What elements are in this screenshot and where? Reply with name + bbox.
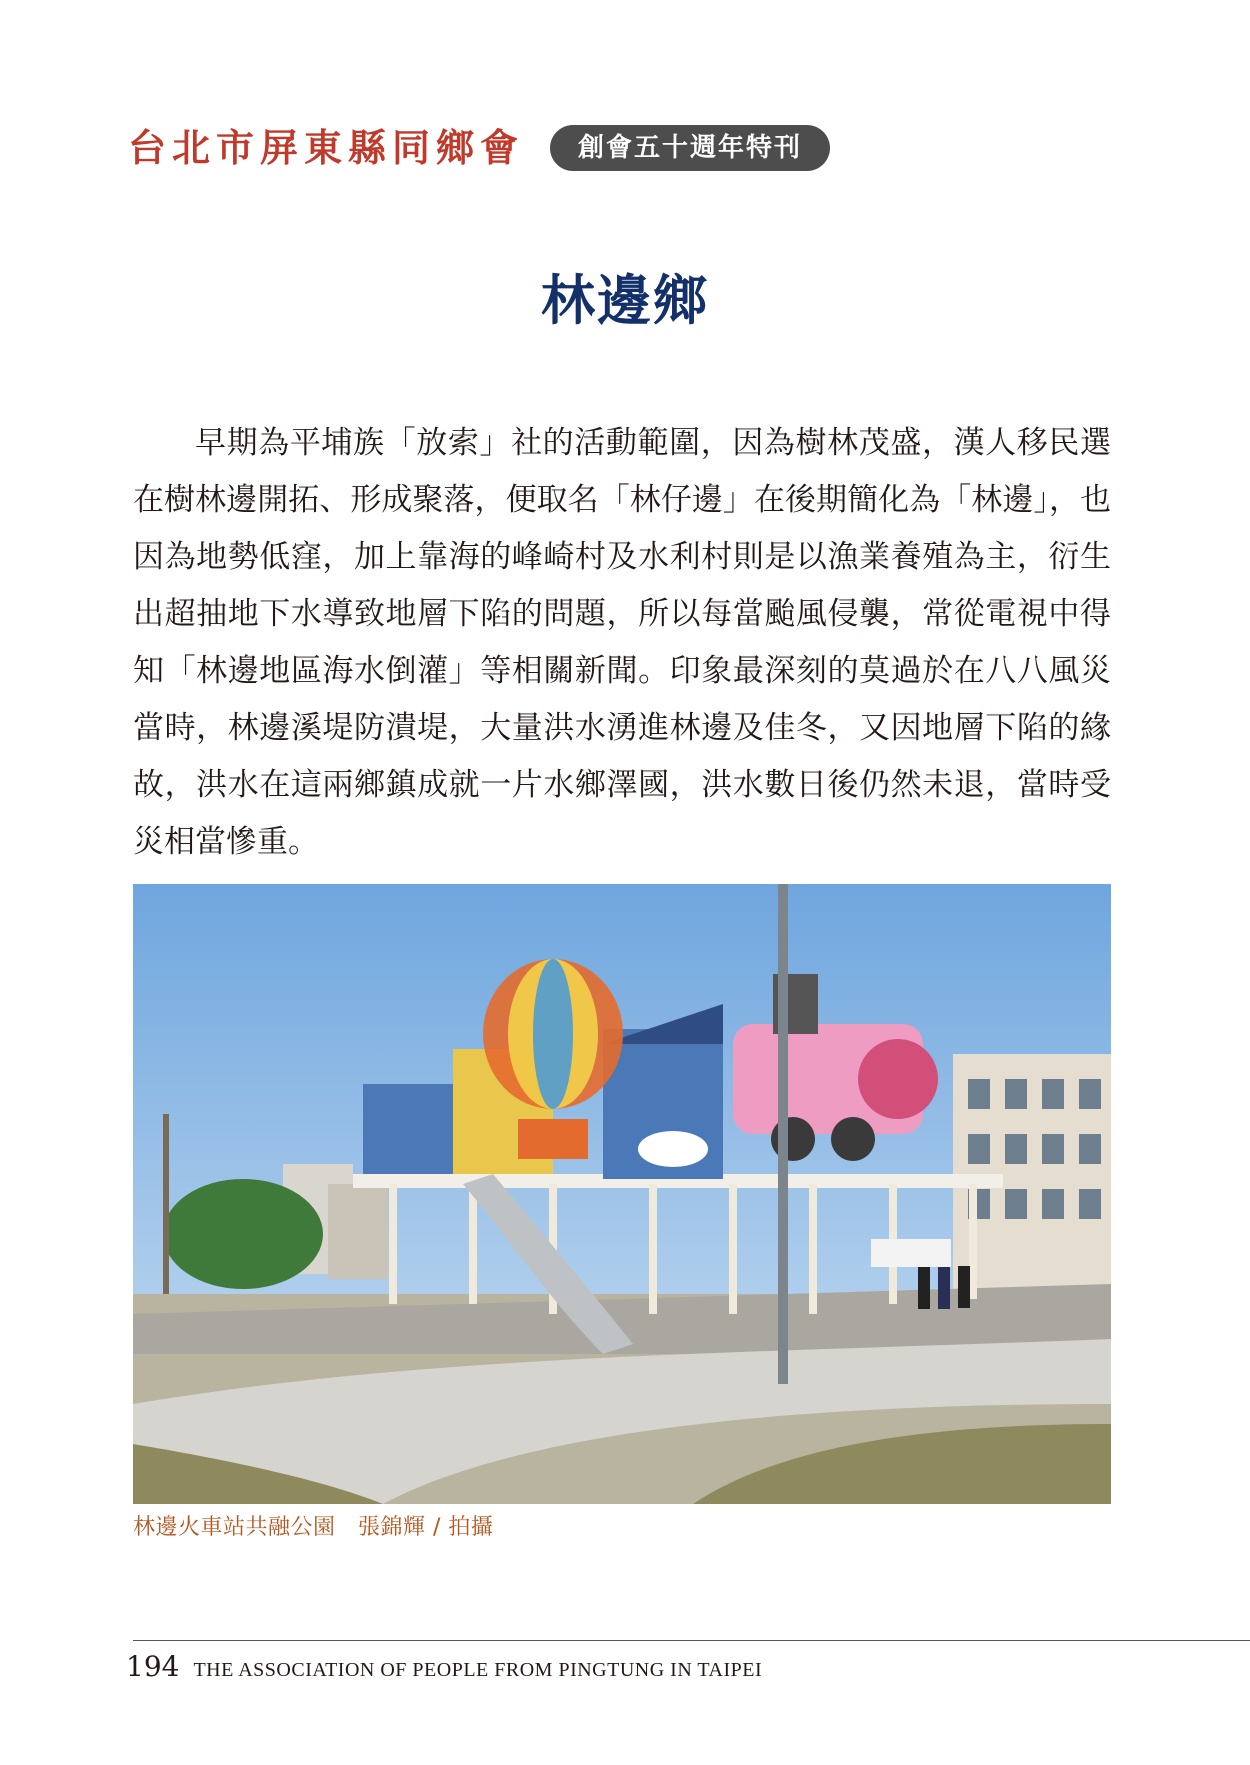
anniversary-badge: 創會五十週年特刊 xyxy=(550,125,830,171)
page-number: 194 xyxy=(126,1650,180,1683)
photo-caption: 林邊火車站共融公園 張錦輝 / 拍攝 xyxy=(133,1515,494,1540)
page-header xyxy=(128,118,830,178)
footer-title: THE ASSOCIATION OF PEOPLE FROM PINGTUNG IN TAIPEI xyxy=(193,1659,763,1681)
footer-divider xyxy=(133,1640,1250,1641)
article-title: 林邊鄉 xyxy=(541,269,709,332)
article-body: 早期為平埔族「放索」社的活動範圍，因為樹林茂盛，漢人移民選在樹林邊開拓、形成聚落，便取名「林仔邊」在後期簡化為「林邊」，也因為地勢低窪，加上靠海的峰崎村及水利村則是以漁業養殖為主，衍生出超抽地下水導致地層下陷的問題，所以每當颱風侵襲，常從電視中得知「林邊地區海水倒灌」等相關新聞。印象最深刻的莫過於在八八風災當時，林邊溪堤防潰堤，大量洪水湧進林邊及佳冬，又因地層下陷的緣故，洪水在這兩鄉鎮成就一片水鄉澤國，洪水數日後仍然未退，當時受災相當慘重。 xyxy=(133,425,1111,860)
playground-train-illustration xyxy=(133,884,1111,1504)
park-photo xyxy=(133,884,1111,1504)
organization-name: 台北市屏東縣同鄉會 xyxy=(128,125,525,170)
page-footer xyxy=(126,1650,762,1683)
